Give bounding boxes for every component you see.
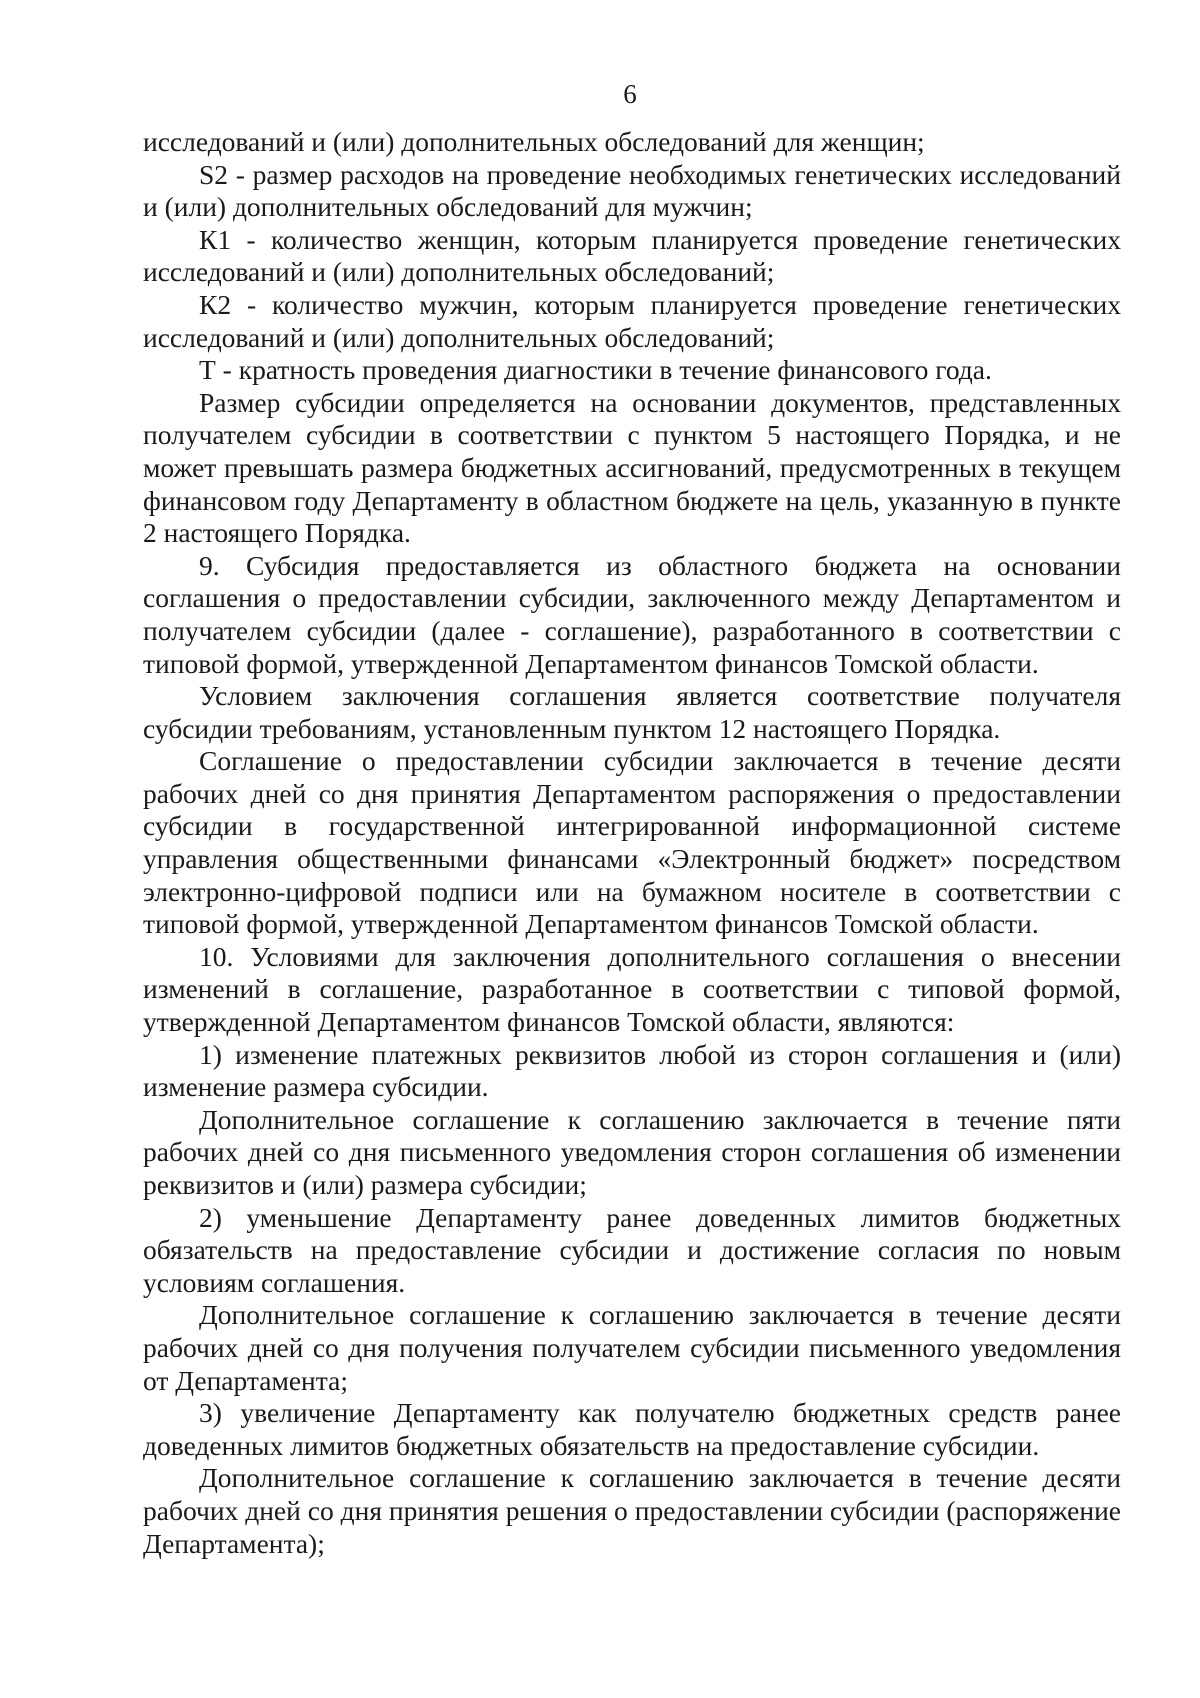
paragraph-subsidy-size: Размер субсидии определяется на основании документов, представленных получателем субсидии в соответствии с пунктом 5 настоящего Порядка, и не может превышать размера бюджетных ассигнований, предусмотренных в текущем финансовом году Департаменту в областном бюджете на цель, указанную в пункте 2 настоящего Порядка. xyxy=(143,386,1121,549)
paragraph-subitem-3-term: Дополнительное соглашение к соглашению заключается в течение десяти рабочих дней со дня принятия решения о предоставлении субсидии (распоряжение Департамента); xyxy=(143,1462,1121,1559)
document-body xyxy=(143,126,1121,1560)
paragraph-item-9: 9. Субсидия предоставляется из областного бюджета на основании соглашения о предоставлении субсидии, заключенного между Департаментом и получателем субсидии (далее - соглашение), разработанного в соответствии с типовой формой, утвержденной Департаментом финансов Томской области. xyxy=(143,549,1121,679)
paragraph-t-definition: Т - кратность проведения диагностики в течение финансового года. xyxy=(199,354,992,386)
paragraph-k2-definition: К2 - количество мужчин, которым планируется проведение генетических исследований и (или) дополнительных обследований; xyxy=(143,288,1121,353)
paragraph-item-10: 10. Условиями для заключения дополнительного соглашения о внесении изменений в соглашение, разработанное в соответствии с типовой формой, утвержденной Департаментом финансов Томской области, являются: xyxy=(143,940,1121,1038)
paragraph-k1-definition: К1 - количество женщин, которым планируется проведение генетических исследований и (или) дополнительных обследований; xyxy=(143,223,1121,288)
paragraph-subitem-3: 3) увеличение Департаменту как получателю бюджетных средств ранее доведенных лимитов бюджетных обязательств на предоставление субсидии. xyxy=(143,1397,1121,1461)
paragraph-subitem-1-term: Дополнительное соглашение к соглашению заключается в течение пяти рабочих дней со дня письменного уведомления сторон соглашения об изменении реквизитов и (или) размера субсидии; xyxy=(143,1103,1121,1200)
paragraph-subitem-1: 1) изменение платежных реквизитов любой из сторон соглашения и (или) изменение размера субсидии. xyxy=(143,1038,1121,1103)
paragraph-subitem-2: 2) уменьшение Департаменту ранее доведенных лимитов бюджетных обязательств на предоставление субсидии и достижение согласия по новым условиям соглашения. xyxy=(143,1201,1121,1298)
paragraph-agreement-term: Соглашение о предоставлении субсидии заключается в течение десяти рабочих дней со дня принятия Департаментом распоряжения о предоставлении субсидии в государственной интегрированной информационной системе управления общественными финансами «Электронный бюджет» посредством электронно-цифровой подписи или на бумажном носителе в соответствии с типовой формой, утвержденной Департаментом финансов Томской области. xyxy=(143,745,1121,940)
page-number: 6 xyxy=(623,79,637,109)
paragraph-subitem-2-term: Дополнительное соглашение к соглашению заключается в течение десяти рабочих дней со дня получения получателем субсидии письменного уведомления от Департамента; xyxy=(143,1299,1121,1396)
paragraph-continuation: исследований и (или) дополнительных обследований для женщин; xyxy=(143,126,925,157)
paragraph-agreement-condition: Условием заключения соглашения является соответствие получателя субсидии требованиям, установленным пунктом 12 настоящего Порядка. xyxy=(143,680,1121,744)
paragraph-s2-definition: S2 - размер расходов на проведение необходимых генетических исследований и (или) дополнительных обследований для мужчин; xyxy=(143,158,1121,223)
